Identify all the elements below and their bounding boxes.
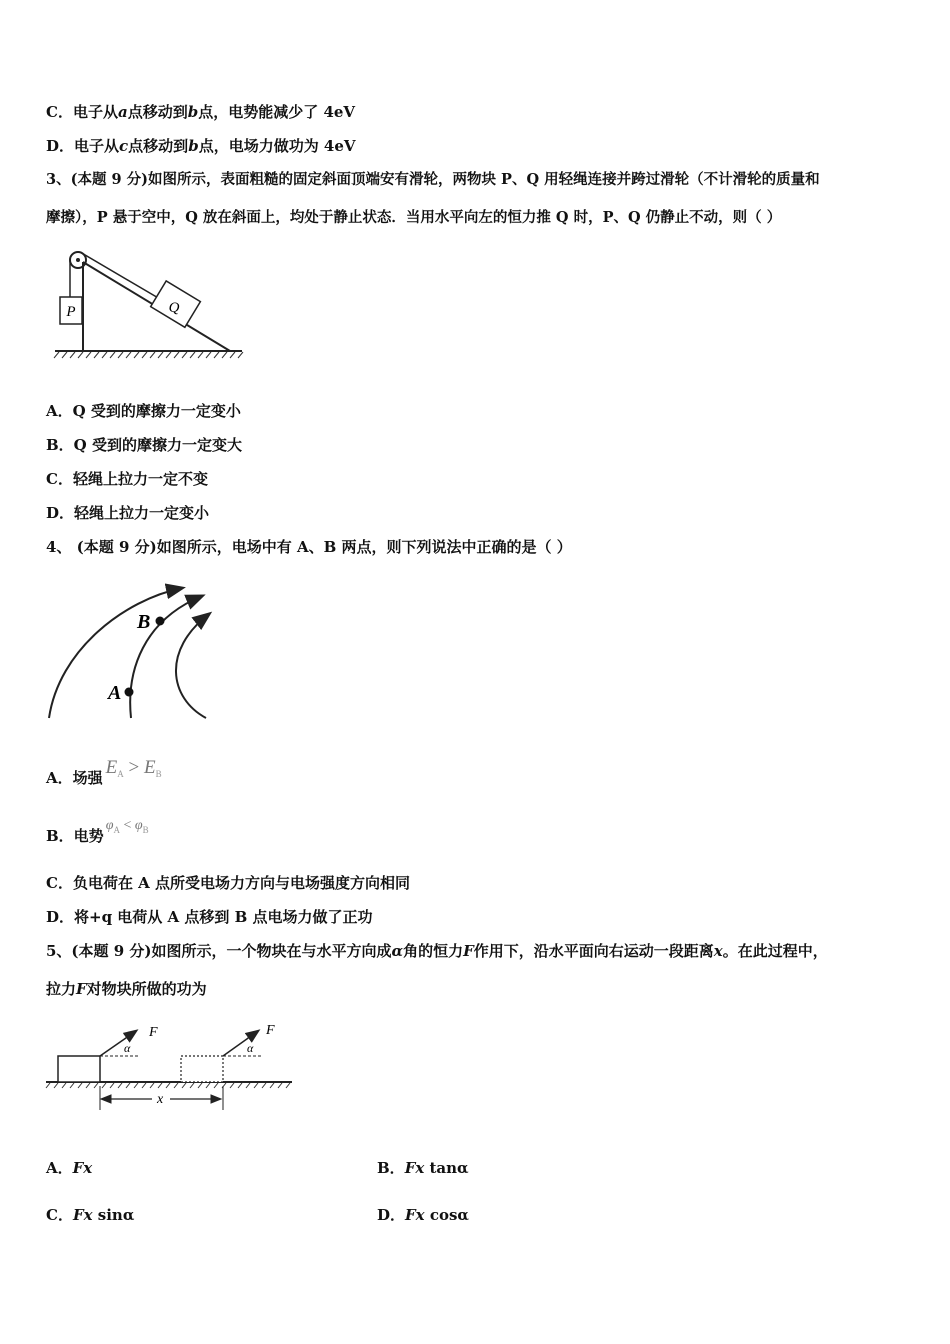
q5-stem-line1: 5、(本题 9 分)如图所示，一个物块在与水平方向成α角的恒力F作用下，沿水平面向右运动一段距离x。在此过程中，: [46, 942, 828, 960]
q2-option-d: D．电子从c点移动到b点，电场力做功为 4eV: [46, 137, 356, 155]
q5-option-c: C．Fx sinα: [46, 1206, 135, 1224]
q5-label-f-2: F: [266, 1023, 275, 1038]
q4-option-c: C．负电荷在 A 点所受电场力方向与电场强度方向相同: [46, 874, 411, 892]
q4-option-d: D．将+q 电荷从 A 点移到 B 点电场力做了正功: [46, 908, 373, 926]
q5-stem-line2: 拉力F对物块所做的功为: [46, 980, 207, 998]
q4-field-lines-figure: [44, 580, 224, 725]
q4-option-a: A．场强 $E_A > E_B$: [46, 757, 162, 787]
q5-label-f-1: F: [149, 1025, 158, 1040]
q5-option-a: A．Fx: [46, 1159, 93, 1177]
q3-incline-figure: [50, 240, 250, 365]
q3-label-q: Q: [168, 300, 180, 316]
q5-option-d: D．Fx cosα: [377, 1206, 469, 1224]
q4-label-a: A: [108, 682, 122, 704]
q3-option-a: A．Q 受到的摩擦力一定变小: [46, 402, 241, 420]
q5-block-figure: [44, 1018, 299, 1113]
q4-option-b: B．电势$\varphi_A < \varphi_B$: [46, 818, 149, 845]
q3-option-d: D．轻绳上拉力一定变小: [46, 504, 210, 522]
q5-option-b: B．Fx tanα: [377, 1159, 469, 1177]
q5-label-x: x: [157, 1092, 164, 1107]
q4-label-b: B: [137, 611, 151, 633]
q5-label-alpha-1: α: [124, 1041, 131, 1055]
q3-option-b: B．Q 受到的摩擦力一定变大: [46, 436, 242, 454]
q3-stem-line2: 摩擦），P 悬于空中，Q 放在斜面上，均处于静止状态．当用水平向左的恒力推 Q 时，P、Q 仍静止不动，则（ ）: [46, 209, 782, 226]
q2-option-c: C．电子从a点移动到b点，电势能减少了 4eV: [46, 103, 356, 121]
q3-stem-line1: 3、(本题 9 分)如图所示，表面粗糙的固定斜面顶端安有滑轮，两物块 P、Q 用轻绳连接并跨过滑轮（不计滑轮的质量和: [46, 171, 820, 188]
q4-stem: 4、 (本题 9 分)如图所示，电场中有 A、B 两点，则下列说法中正确的是（ ）: [46, 538, 572, 556]
q5-label-alpha-2: α: [247, 1041, 254, 1055]
q3-option-c: C．轻绳上拉力一定不变: [46, 470, 208, 488]
q3-label-p: P: [66, 304, 76, 320]
